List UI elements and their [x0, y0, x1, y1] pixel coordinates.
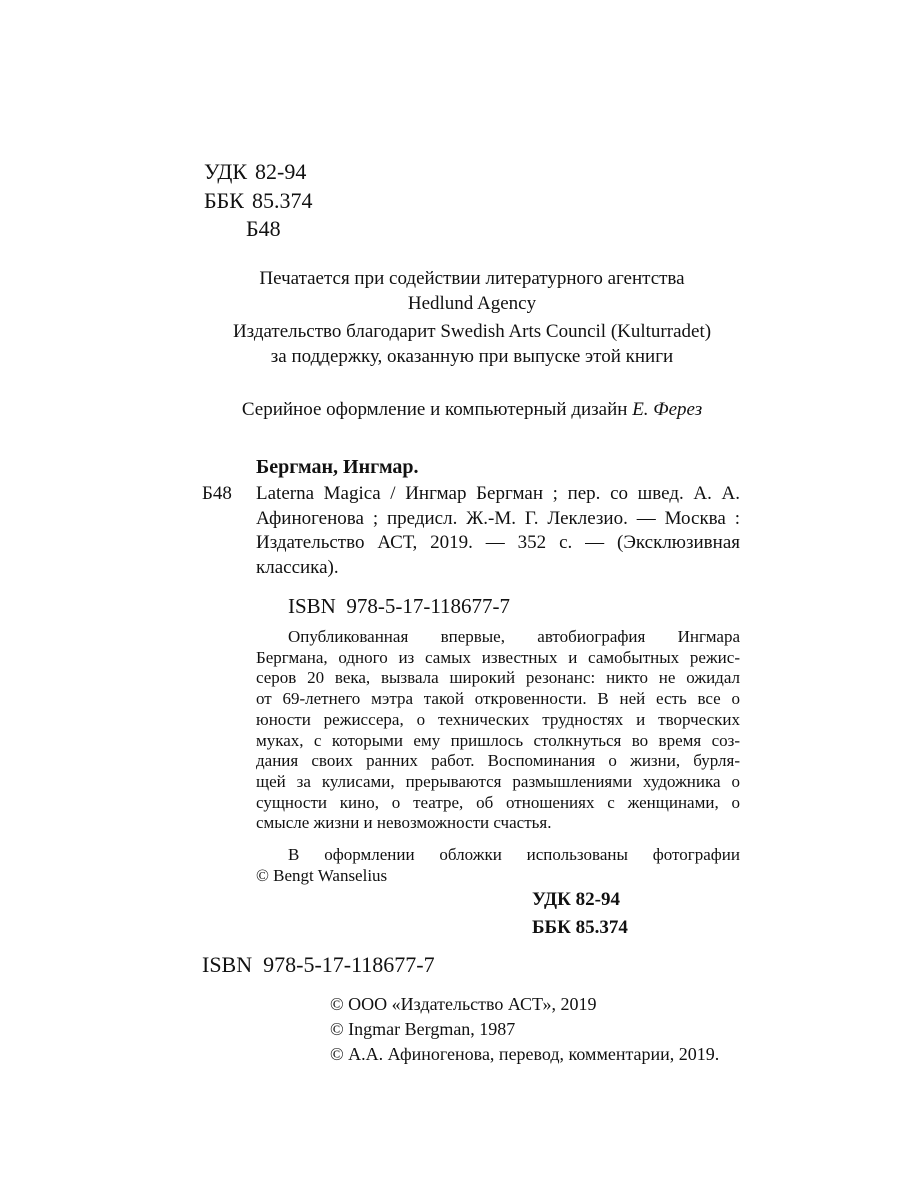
abstract-line: муках, с которыми ему пришлось столкнуться во время соз- [256, 730, 740, 750]
abstract-line: юности режиссера, о технических трудностях и творческих [256, 709, 740, 729]
author-mark: Б48 [246, 216, 281, 241]
bbk-code: ББК 85.374 [204, 187, 313, 213]
agency-credit: Печатается при содействии литературного агентства Hedlund Agency [259, 268, 685, 314]
footer-isbn: ISBN 978-5-17-118677-7 [202, 952, 435, 977]
abstract-line: щей за кулисами, прерываются размышлениями художника о [256, 771, 740, 791]
copyright-line: © ООО «Издательство АСТ», 2019 [330, 994, 597, 1014]
cover-photo-credit: В оформлении обложки использованы фотографии © Bengt Wanselius [256, 845, 740, 885]
bibliographic-description [256, 482, 740, 580]
abstract-line: серов 20 века, вызвала широкий резонанс: никто не ожидал [256, 668, 740, 688]
classification-codes [204, 158, 312, 244]
book-abstract [256, 627, 740, 834]
entry-classification [532, 886, 628, 942]
abstract-line: дания своих ранних работ. Воспоминания о жизни, бурля- [256, 751, 740, 771]
entry-code-mark: Б48 [202, 483, 232, 504]
udk-code: УДК 82-94 [204, 159, 307, 184]
abstract-line: от 69-летнего мэтра такой откровенности. В ней есть все о [256, 689, 740, 709]
biblio-line: Издательство АСТ, 2019. — 352 с. — (Эксклюзивная [256, 532, 740, 553]
entry-isbn: ISBN 978-5-17-118677-7 [288, 594, 511, 618]
copyright-notices [330, 992, 719, 1067]
udk-bold: УДК 82-94 [532, 889, 620, 910]
design-credit: Серийное оформление и компьютерный дизайн Е. Ферез [241, 399, 703, 420]
copyright-line: © А.А. Афиногенова, перевод, комментарии, 2019. [330, 1044, 720, 1064]
biblio-line: Афиногенова ; предисл. Ж.-М. Г. Леклезио. — Москва : [256, 507, 740, 529]
copyright-line: © Ingmar Bergman, 1987 [330, 1019, 516, 1039]
biblio-line: Laterna Magica / Ингмар Бергман ; пер. со швед. А. А. [256, 483, 740, 504]
biblio-line: классика). [256, 556, 339, 578]
designer-name: Е. Ферез [632, 399, 703, 420]
abstract-line: смысле жизни и невозможности счастья. [256, 813, 552, 833]
abstract-line: сущности кино, о театре, об отношениях с женщинами, о [256, 792, 740, 812]
arts-council-thanks: Издательство благодарит Swedish Arts Council (Kulturradet) за поддержку, оказанную при выпуске этой книги [232, 321, 712, 367]
entry-author: Бергман, Ингмар. [256, 456, 419, 478]
abstract-line: Бергмана, одного из самых известных и самобытных режис- [256, 647, 740, 667]
bbk-bold: ББК 85.374 [532, 917, 628, 938]
abstract-line: Опубликованная впервые, автобиография Ингмара [288, 627, 740, 646]
